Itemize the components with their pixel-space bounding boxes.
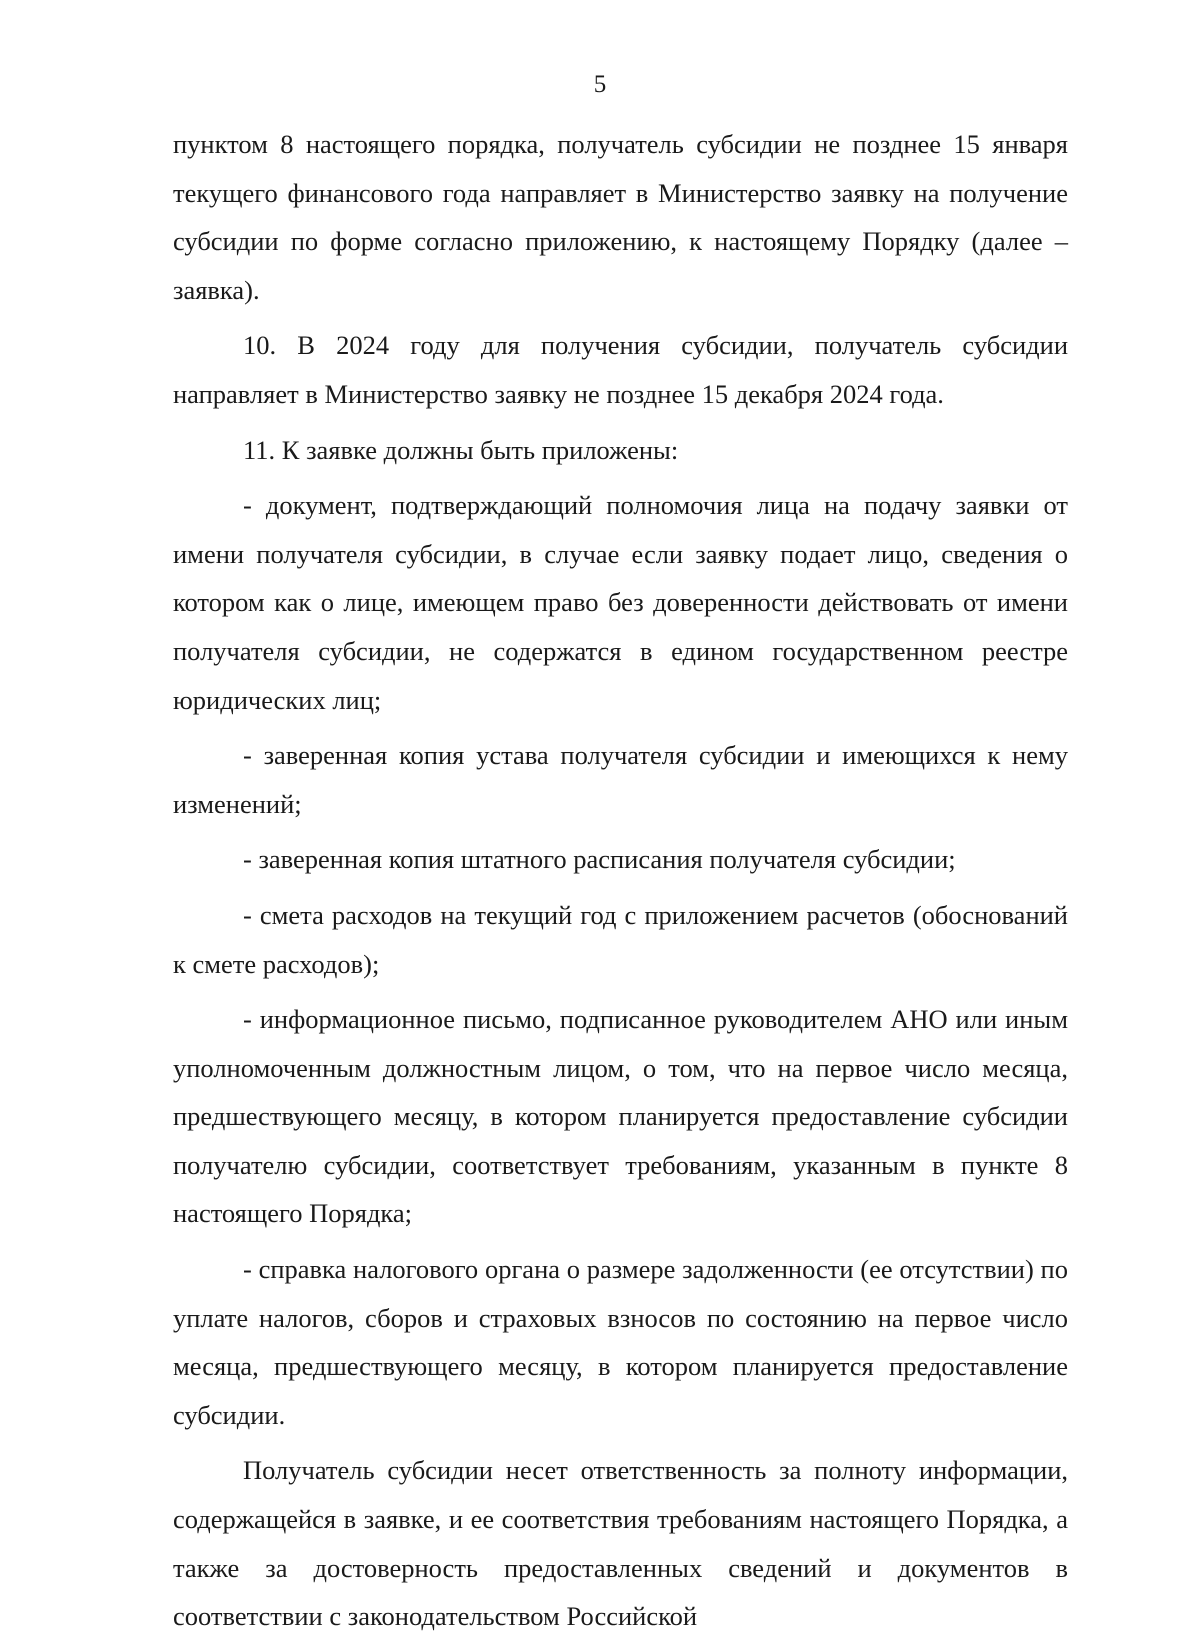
list-item-authority-document: - документ, подтверждающий полномочия лица на подачу заявки от имени получателя субсидии, в случае если заявку подает лицо, сведения о котором как о лице, имеющем право без доверенности действовать от имени получателя субсидии, не содержатся в едином государственном реестре юридических лиц; [173,490,1068,715]
list-item-information-letter: - информационное письмо, подписанное руководителем АНО или иным уполномоченным должностным лицом, о том, что на первое число месяца, предшествующего месяцу, в котором планируется предоставление субсидии получателю субсидии, соответствует требованиям, указанным в пункте 8 настоящего Порядка; [173,1004,1068,1229]
list-item-charter-copy: - заверенная копия устава получателя субсидии и имеющихся к нему изменений; [173,740,1068,819]
paragraph-item-10: 10. В 2024 году для получения субсидии, получатель субсидии направляет в Министерство заявку не позднее 15 декабря 2024 года. [173,330,1068,409]
list-item-staff-schedule: - заверенная копия штатного расписания получателя субсидии; [243,844,956,875]
paragraph-responsibility: Получатель субсидии несет ответственность за полноту информации, содержащейся в заявке, и ее соответствия требованиям настоящего Порядка, а также за достоверность предоставленных сведений и документов в соответствии с законодательством Российской [173,1455,1068,1632]
page-number: 5 [593,71,607,98]
paragraph-continuation: пунктом 8 настоящего порядка, получатель субсидии не позднее 15 января текущего финансового года направляет в Министерство заявку на получение субсидии по форме согласно приложению, к настоящему Порядку (далее – заявка). [173,129,1068,305]
list-item-tax-certificate: - справка налогового органа о размере задолженности (ее отсутствии) по уплате налогов, сборов и страховых взносов по состоянию на первое число месяца, предшествующего месяцу, в котором планируется предоставление субсидии. [173,1254,1068,1430]
paragraph-item-11: 11. К заявке должны быть приложены: [243,434,679,465]
document-body [173,120,1068,1641]
list-item-cost-estimate: - смета расходов на текущий год с приложением расчетов (обоснований к смете расходов); [173,899,1068,979]
